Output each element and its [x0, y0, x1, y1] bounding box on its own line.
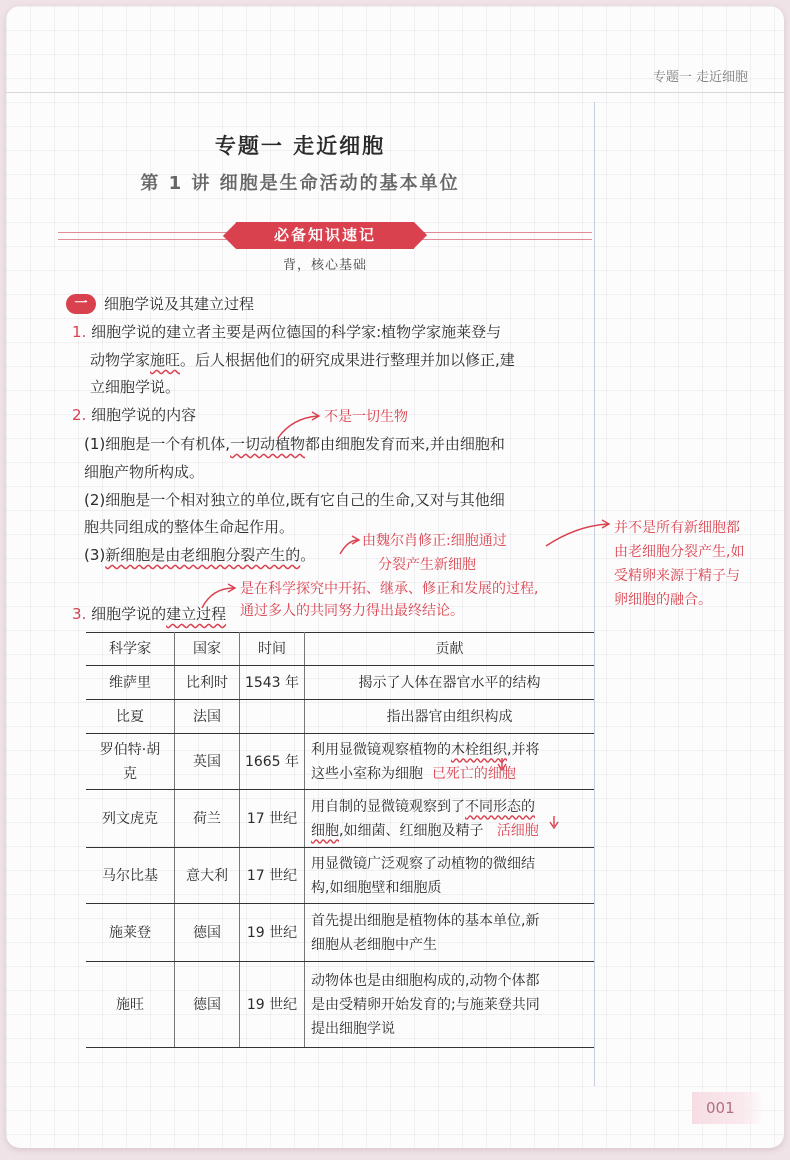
- p2-i1c: 都由细胞发育而来,并由细胞和: [305, 435, 505, 453]
- p1-text-2b: 施旺: [150, 351, 181, 369]
- cell-contribution: 揭示了人体在器官水平的结构: [305, 666, 595, 700]
- lecture-title: 第 1 讲 细胞是生命活动的基本单位: [140, 173, 460, 194]
- cell-scientist: 维萨里: [86, 666, 175, 700]
- topic-title: 专题一 走近细胞: [214, 134, 386, 158]
- table-row: [86, 904, 594, 962]
- p2-i3b: 新细胞是由老细胞分裂产生的: [105, 546, 301, 564]
- cell-country: 荷兰: [175, 790, 240, 848]
- cell-time: 17 世纪: [240, 790, 305, 848]
- cell-scientist-line-2: 克: [123, 765, 137, 782]
- note-process-1: 是在科学探究中开拓、继承、修正和发展的过程,: [240, 581, 539, 597]
- contribution-line-3: 提出细胞学说: [311, 1020, 395, 1037]
- p1-text-2c: 。后人根据他们的研究成果进行整理并加以修正,建: [180, 351, 515, 369]
- note-virchow-1: 由魏尔肖修正:细胞通过: [362, 533, 507, 549]
- contribution-text-a: 用自制的显微镜观察到了: [311, 798, 465, 815]
- side-note-line-3: 受精卵来源于精子与: [614, 568, 740, 584]
- p3-text-b: 建立过程: [166, 605, 227, 623]
- note-not-all-organisms: 不是一切生物: [324, 409, 408, 425]
- contribution-text-c: ,并将: [507, 741, 540, 758]
- cell-country: 德国: [175, 904, 240, 962]
- contribution-forms: 不同形态的: [465, 798, 535, 815]
- cell-time: 1543 年: [240, 666, 305, 700]
- contribution-line-1: 用显微镜广泛观察了动植物的微细结: [311, 855, 535, 872]
- banner-label: [236, 222, 414, 249]
- running-head: 专题一 走近细胞: [652, 70, 748, 85]
- cell-time: 1665 年: [240, 734, 305, 790]
- p1-line-2: [90, 348, 515, 372]
- table-row: [86, 962, 594, 1048]
- contribution-line-2: 是由受精卵开始发育的;与施莱登共同: [311, 996, 540, 1013]
- cell-country: 意大利: [175, 848, 240, 904]
- arrow-side: [546, 524, 608, 546]
- p3-text-a: 细胞学说的: [91, 605, 167, 623]
- cell-country: 法国: [175, 700, 240, 734]
- scientist-table: [86, 632, 594, 1048]
- banner-subtitle: 背，核心基础: [282, 258, 367, 273]
- contribution-line-2: [311, 819, 590, 843]
- contribution-text-2b: ,如细菌、红细胞及精子: [339, 822, 484, 839]
- cell-contribution: [305, 734, 595, 790]
- cell-scientist: 比夏: [86, 700, 175, 734]
- header-time: 时间: [240, 633, 305, 666]
- table-row: [86, 848, 594, 904]
- cell-contribution: [305, 790, 595, 848]
- p2-item-3: [84, 543, 315, 567]
- p2-i1a: (1)细胞是一个有机体,: [84, 435, 231, 453]
- p2-i3c: 。: [300, 546, 316, 564]
- cell-time: 19 世纪: [240, 904, 305, 962]
- side-note-line-1: 并不是所有新细胞都: [614, 520, 740, 536]
- contribution-line-2: 构,如细胞壁和细胞质: [311, 879, 442, 896]
- contribution-line-1: 动物体也是由细胞构成的,动物个体都: [311, 972, 540, 989]
- cell-time: [240, 700, 305, 734]
- cell-time: 17 世纪: [240, 848, 305, 904]
- contribution-line-1: 首先提出细胞是植物体的基本单位,新: [311, 912, 540, 929]
- p2-number: 2.: [72, 406, 87, 424]
- header-country: 国家: [175, 633, 240, 666]
- p1-text-1: 细胞学说的建立者主要是两位德国的科学家:植物学家施莱登与: [91, 323, 502, 341]
- banner-text: 必备知识速记: [273, 226, 376, 244]
- cell-scientist: 马尔比基: [86, 848, 175, 904]
- p2-item-1-line-2: 细胞产物所构成。: [84, 463, 205, 481]
- contribution-line-1: [311, 795, 590, 819]
- document-page: [6, 6, 784, 1148]
- note-process-2: 通过多人的共同努力得出最终结论。: [240, 603, 464, 619]
- note-virchow-2: 分裂产生新细胞: [378, 557, 476, 573]
- side-note-line-2: 由老细胞分裂产生,如: [614, 544, 745, 560]
- cell-country: 比利时: [175, 666, 240, 700]
- arrow-head-virchow: [352, 536, 359, 544]
- contribution-line-2: 细胞从老细胞中产生: [311, 936, 437, 953]
- cell-scientist: 施旺: [86, 962, 175, 1048]
- p1-text-2a: 动物学家: [90, 351, 151, 369]
- cell-scientist-line-1: 罗伯特·胡: [99, 741, 161, 758]
- side-note-line-4: 卵细胞的融合。: [614, 592, 712, 608]
- p2-i3a: (3): [84, 546, 106, 564]
- p2-title-line: [72, 403, 196, 427]
- table-row: [86, 734, 594, 790]
- table-row: [86, 790, 594, 848]
- margin-line: [594, 102, 595, 1086]
- cell-scientist: [86, 734, 175, 790]
- p2-item-1-line-1: [84, 432, 505, 456]
- header-contribution: 贡献: [305, 633, 595, 666]
- arrow-virchow: [340, 540, 358, 554]
- arrow-head-side: [602, 520, 609, 528]
- p3-line: [72, 602, 226, 626]
- p1-line-1: [72, 320, 501, 344]
- note-living-cells: 活细胞: [496, 822, 539, 839]
- table-row: [86, 666, 594, 700]
- cell-contribution: [305, 848, 595, 904]
- cell-contribution: [305, 962, 595, 1048]
- note-dead-cells: 已死亡的细胞: [431, 765, 516, 782]
- cell-contribution: 指出器官由组织构成: [305, 700, 595, 734]
- p2-item-2-line-2: 胞共同组成的整体生命起作用。: [84, 518, 295, 536]
- cell-scientist: 列文虎克: [86, 790, 175, 848]
- contribution-cells: 细胞: [311, 822, 339, 839]
- side-note: [614, 516, 744, 612]
- section-title: 细胞学说及其建立过程: [104, 295, 255, 313]
- contribution-line-2: [311, 762, 590, 786]
- contribution-text-2: 这些小室称为细胞: [311, 765, 423, 782]
- table-row: [86, 700, 594, 734]
- p1-number: 1.: [72, 323, 87, 341]
- page-number: 001: [692, 1092, 764, 1124]
- header-rule: [6, 92, 784, 93]
- p2-item-2-line-1: (2)细胞是一个相对独立的单位,既有它自己的生命,又对与其他细: [84, 491, 505, 509]
- banner-line-right: [422, 232, 592, 240]
- header-scientist: 科学家: [86, 633, 175, 666]
- cell-scientist: 施莱登: [86, 904, 175, 962]
- contribution-cork: 木栓组织: [451, 741, 507, 758]
- section-badge: 一: [66, 294, 96, 314]
- table-header-row: [86, 633, 594, 666]
- cell-time: 19 世纪: [240, 962, 305, 1048]
- p1-line-3: 立细胞学说。: [90, 378, 181, 396]
- p2-i1b: 一切动植物: [230, 435, 306, 453]
- arrow-head-not-all: [312, 412, 319, 420]
- contribution-text-a: 利用显微镜观察植物的: [311, 741, 451, 758]
- p2-title: 细胞学说的内容: [91, 406, 197, 424]
- p3-number: 3.: [72, 605, 87, 623]
- arrow-head-process: [228, 584, 235, 592]
- contribution-line-1: [311, 738, 590, 762]
- knowledge-banner: [58, 220, 592, 252]
- cell-contribution: [305, 904, 595, 962]
- banner-line-left: [58, 232, 228, 240]
- cell-country: 英国: [175, 734, 240, 790]
- cell-country: 德国: [175, 962, 240, 1048]
